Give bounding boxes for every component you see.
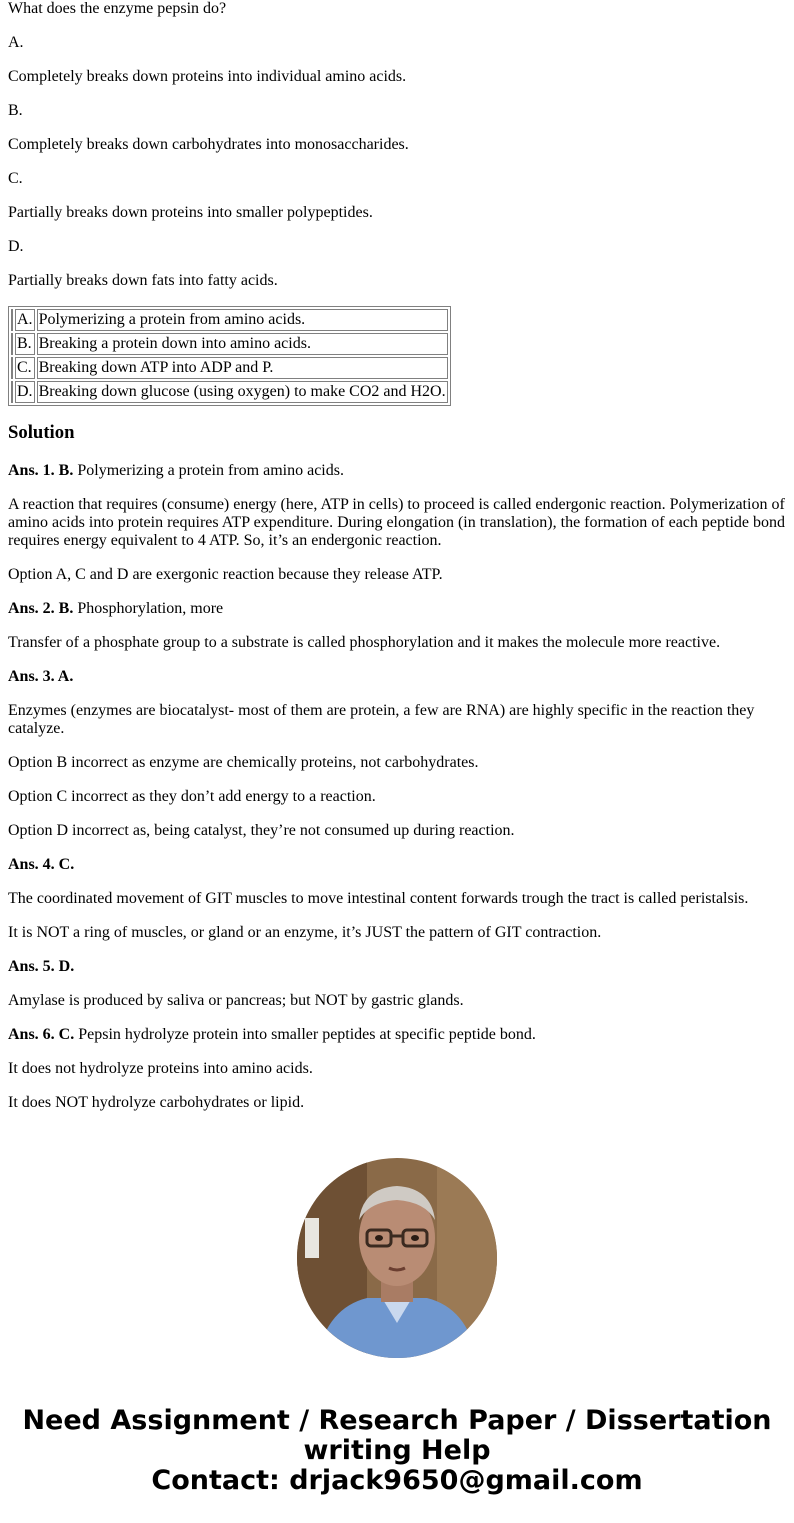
options-table — [8, 306, 451, 406]
answer-2 — [8, 600, 786, 618]
table-row — [11, 357, 448, 379]
table-row — [11, 381, 448, 403]
explanation-paragraph: The coordinated movement of GIT muscles to move intestinal content forwards trough the tract is called peristalsis. — [8, 890, 749, 907]
answer-4 — [8, 856, 786, 874]
answer-label: Ans. 2. B. — [8, 600, 74, 617]
option-text-c: Partially breaks down proteins into smaller polypeptides. — [8, 204, 373, 221]
answer-1 — [8, 462, 786, 480]
table-cell-letter: B. — [15, 333, 35, 355]
answer-6 — [8, 1026, 786, 1044]
option-letter-b: B. — [8, 102, 23, 119]
answer-text: Polymerizing a protein from amino acids. — [73, 462, 344, 479]
explanation-paragraph: A reaction that requires (consume) energy (here, ATP in cells) to proceed is called endergonic reaction. Polymerization of amino acids into protein requires ATP expenditure. During elongation (in translation), the formation of each peptide bond requires energy equivalent to 4 ATP. So, it’s an endergonic reaction. — [8, 496, 785, 549]
table-cell-text: Breaking down glucose (using oxygen) to make CO2 and H2O. — [37, 381, 448, 403]
promo-banner — [8, 1406, 786, 1496]
explanation-paragraph: Option A, C and D are exergonic reaction because they release ATP. — [8, 566, 443, 583]
promo-contact: Contact: drjack9650@gmail.com — [151, 1465, 643, 1496]
explanation-paragraph: Enzymes (enzymes are biocatalyst- most of them are protein, a few are RNA) are highly specific in the reaction they catalyze. — [8, 702, 755, 737]
table-cell-letter: D. — [15, 381, 35, 403]
solution-heading: Solution — [8, 422, 75, 443]
answer-label: Ans. 4. C. — [8, 856, 75, 873]
answer-label: Ans. 5. D. — [8, 958, 75, 975]
explanation-paragraph: It does not hydrolyze proteins into amino acids. — [8, 1060, 313, 1077]
table-cell-text: Breaking down ATP into ADP and P. — [37, 357, 448, 379]
option-text-a: Completely breaks down proteins into individual amino acids. — [8, 68, 407, 85]
answer-text: Pepsin hydrolyze protein into smaller peptides at specific peptide bond. — [74, 1026, 536, 1043]
option-text-b: Completely breaks down carbohydrates into monosaccharides. — [8, 136, 409, 153]
option-letter-a: A. — [8, 34, 24, 51]
explanation-paragraph: Option C incorrect as they don’t add energy to a reaction. — [8, 788, 376, 805]
avatar — [297, 1158, 497, 1358]
table-row — [11, 309, 448, 331]
option-text-d: Partially breaks down fats into fatty acids. — [8, 272, 278, 289]
answer-text: Phosphorylation, more — [73, 600, 224, 617]
answer-label: Ans. 1. B. — [8, 462, 74, 479]
table-cell-text: Breaking a protein down into amino acids. — [37, 333, 448, 355]
promo-line: Need Assignment / Research Paper / Dissertation — [22, 1405, 772, 1436]
table-cell-letter: C. — [15, 357, 35, 379]
option-letter-c: C. — [8, 170, 23, 187]
explanation-paragraph: It does NOT hydrolyze carbohydrates or lipid. — [8, 1094, 305, 1111]
promo-line: writing Help — [303, 1435, 491, 1466]
explanation-paragraph: Amylase is produced by saliva or pancreas; but NOT by gastric glands. — [8, 992, 464, 1009]
author-portrait-icon — [297, 1158, 497, 1358]
explanation-paragraph: Option D incorrect as, being catalyst, they’re not consumed up during reaction. — [8, 822, 515, 839]
explanation-paragraph: It is NOT a ring of muscles, or gland or an enzyme, it’s JUST the pattern of GIT contraction. — [8, 924, 602, 941]
answer-label: Ans. 3. A. — [8, 668, 74, 685]
table-cell-text: Polymerizing a protein from amino acids. — [37, 309, 448, 331]
table-row — [11, 333, 448, 355]
explanation-paragraph: Option B incorrect as enzyme are chemically proteins, not carbohydrates. — [8, 754, 479, 771]
answer-3 — [8, 668, 786, 686]
option-letter-d: D. — [8, 238, 24, 255]
explanation-paragraph: Transfer of a phosphate group to a substrate is called phosphorylation and it makes the molecule more reactive. — [8, 634, 721, 651]
answer-label: Ans. 6. C. — [8, 1026, 75, 1043]
question-title: What does the enzyme pepsin do? — [8, 0, 227, 17]
table-cell-letter: A. — [15, 309, 35, 331]
answer-5 — [8, 958, 786, 976]
